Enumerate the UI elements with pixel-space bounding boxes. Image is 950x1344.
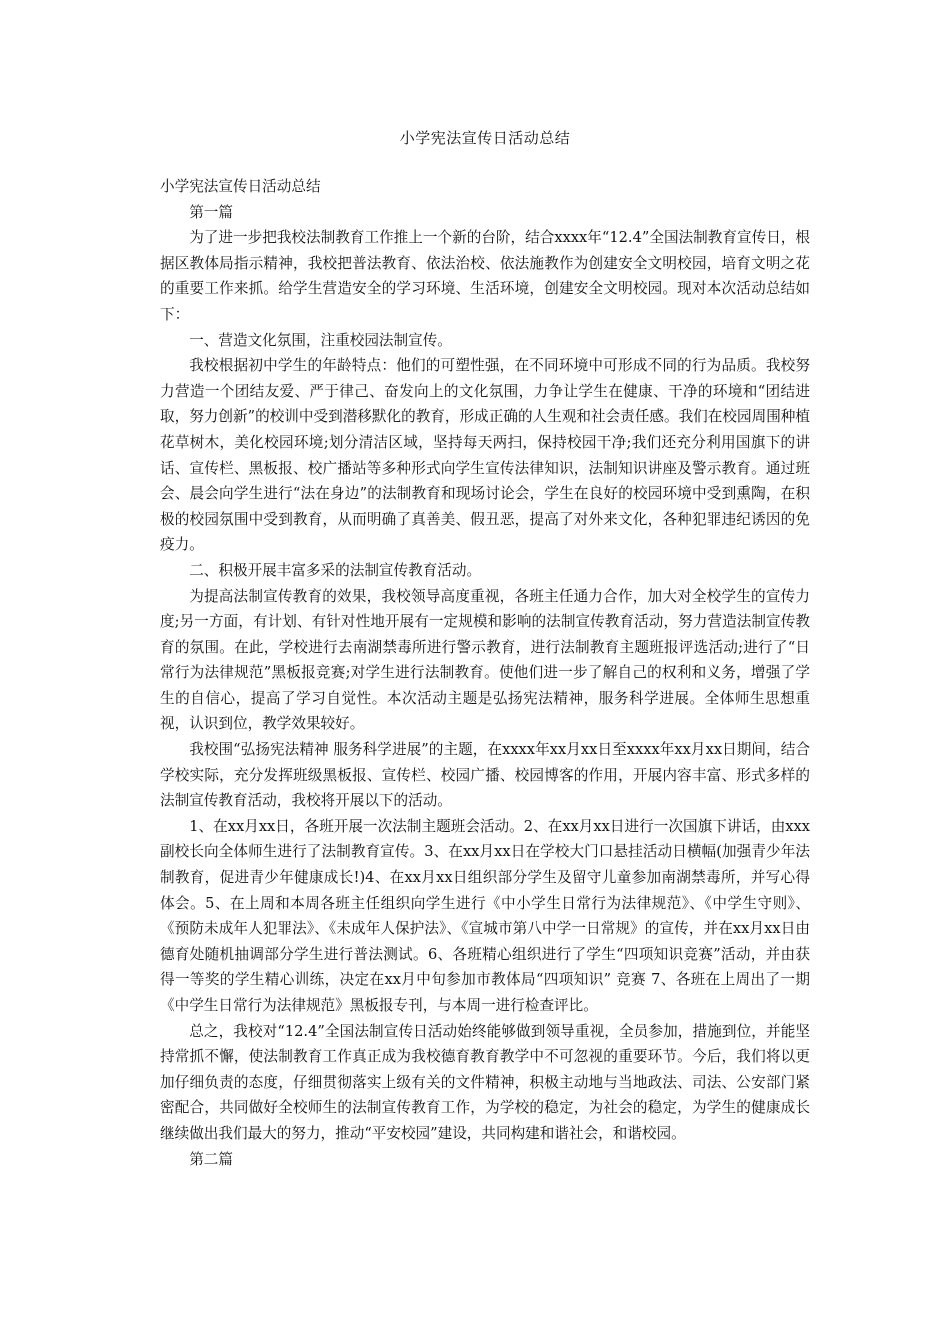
document-subtitle: 小学宪法宣传日活动总结: [160, 178, 321, 195]
document-page: [160, 0, 810, 1344]
paragraph-publicity-activities: 为提高法制宣传教育的效果，我校领导高度重视，各班主任通力合作，加大对全校学生的宣传力度;另一方面，有计划、有针对性地开展有一定规模和影响的法制宣传教育活动，努力营造法制宣传教育的氛围。在此，学校进行去南湖禁毒所进行警示教育，进行法制教育主题班报评选活动;进行了“日常行为法律规范”黑板报竞赛;对学生进行法制教育。使他们进一步了解自己的权利和义务，增强了学生的自信心，提高了学习自觉性。本次活动主题是弘扬宪法精神，服务科学进展。全体师生思想重视，认识到位，教学效果较好。: [160, 587, 810, 733]
document-title: 小学宪法宣传日活动总结: [399, 129, 571, 147]
section-heading-2: 二、积极开展丰富多采的法制宣传教育活动。: [189, 561, 482, 579]
section-heading-part-two: 第二篇: [189, 1150, 233, 1168]
intro-paragraph: 为了进一步把我校法制教育工作推上一个新的台阶，结合xxxx年“12.4”全国法制教育宣传日，根据区教体局指示精神，我校把普法教育、依法治校、依法施教作为创建安全文明校园，培育文明之花的重要工作来抓。给学生营造安全的学习环境、生活环境，创建安全文明校园。现对本次活动总结如下：: [160, 229, 810, 323]
paragraph-theme-period: 我校围“弘扬宪法精神 服务科学进展”的主题，在xxxx年xx月xx日至xxxx年xx月xx日期间，结合学校实际，充分发挥班级黑板报、宣传栏、校园广播、校园博客的作用，开展内容丰富、形式多样的法制宣传教育活动，我校将开展以下的活动。: [160, 741, 810, 810]
paragraph-campus-culture: 我校根据初中学生的年龄特点：他们的可塑性强，在不同环境中可形成不同的行为品质。我校努力营造一个团结友爱、严于律己、奋发向上的文化氛围，力争让学生在健康、干净的环境和“团结进取，努力创新”的校训中受到潜移默化的教育，形成正确的人生观和社会责任感。我们在校园周围种植花草树木，美化校园环境;划分清洁区域，坚持每天两扫，保持校园干净;我们还充分利用国旗下的讲话、宣传栏、黑板报、校广播站等多种形式向学生宣传法律知识，法制知识讲座及警示教育。通过班会、晨会向学生进行“法在身边”的法制教育和现场讨论会，学生在良好的校园环境中受到熏陶，在积极的校园氛围中受到教育，从而明确了真善美、假丑恶，提高了对外来文化，各种犯罪违纪诱因的免疫力。: [160, 357, 810, 554]
paragraph-activity-list: 1、在xx月xx日，各班开展一次法制主题班会活动。2、在xx月xx日进行一次国旗下讲话，由xxx副校长向全体师生进行了法制教育宣传。3、在xx月xx日在学校大门口悬挂活动日横幅(加强青少年法制教育，促进青少年健康成长!)4、在xx月xx日组织部分学生及留守儿童参加南湖禁毒所，并写心得体会。5、在上周和本周各班主任组织向学生进行《中小学生日常行为法律规范》、《中学生守则》、《预防未成年人犯罪法》、《未成年人保护法》、《宣城市第八中学一日常规》的宣传，并在xx月xx日由德育处随机抽调部分学生进行普法测试。6、各班精心组织进行了学生“四项知识竞赛”活动，并由获得一等奖的学生精心训练，决定在xx月中旬参加市教体局“四项知识” 竞赛 7、各班在上周出了一期《中学生日常行为法律规范》黑板报专刊，与本周一进行检查评比。: [160, 817, 810, 1014]
section-heading-part-one: 第一篇: [189, 203, 233, 221]
paragraph-conclusion: 总之，我校对“12.4”全国法制宣传日活动始终能够做到领导重视，全员参加，措施到位，并能坚持常抓不懈，使法制教育工作真正成为我校德育教育教学中不可忽视的重要环节。今后，我们将以更加仔细负责的态度，仔细贯彻落实上级有关的文件精神，积极主动地与当地政法、司法、公安部门紧密配合，共同做好全校师生的法制宣传教育工作，为学校的稳定，为社会的稳定，为学生的健康成长继续做出我们最大的努力，推动“平安校园”建设，共同构建和谐社会，和谐校园。: [160, 1022, 810, 1142]
document-body: [160, 174, 810, 1172]
section-heading-1: 一、营造文化氛围，注重校园法制宣传。: [189, 331, 452, 349]
